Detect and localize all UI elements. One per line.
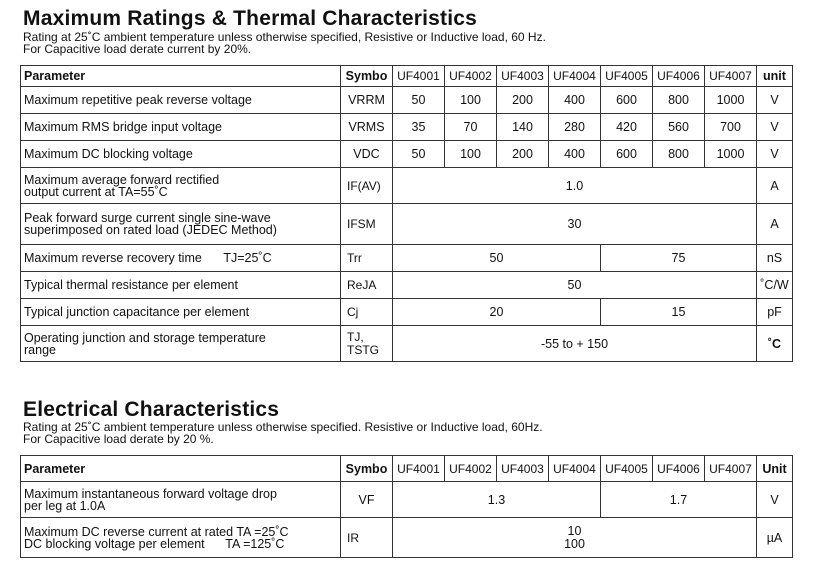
param-cell: Typical junction capacitance per element	[21, 299, 341, 326]
symbol-line-1: TJ,	[347, 329, 364, 344]
param-cell	[21, 518, 341, 558]
value-cell: 50	[393, 141, 445, 168]
header-uf4007: UF4007	[705, 66, 757, 87]
param-cell: Maximum RMS bridge input voltage	[21, 114, 341, 141]
table-row	[21, 272, 793, 299]
header-uf4003: UF4003	[497, 456, 549, 482]
symbol-cell: VF	[341, 482, 393, 518]
header-uf4005: UF4005	[601, 456, 653, 482]
value-cell: 140	[497, 114, 549, 141]
symbol-cell: VRMS	[341, 114, 393, 141]
value-cell: 1.0	[393, 168, 757, 204]
param-cell: Typical thermal resistance per element	[21, 272, 341, 299]
table-row	[21, 245, 793, 272]
value-cell: 50	[393, 245, 601, 272]
symbol-cell: VRRM	[341, 87, 393, 114]
header-symbol: Symbo	[341, 456, 393, 482]
value-cell: 20	[393, 299, 601, 326]
value-cell: 50	[393, 87, 445, 114]
value-cell: 100	[445, 87, 497, 114]
ratings-note-1: Rating at 25˚C ambient temperature unless otherwise specified, Resistive or Inductive load, 60 Hz.	[23, 30, 546, 44]
symbol-cell	[341, 326, 393, 362]
header-uf4004: UF4004	[549, 66, 601, 87]
value-cell: 420	[601, 114, 653, 141]
param-line-1: Maximum DC reverse current at rated TA =25˚C	[24, 524, 289, 539]
value-cell: 35	[393, 114, 445, 141]
electrical-table	[20, 455, 793, 558]
value-cell: 600	[601, 141, 653, 168]
param-line-1: Maximum instantaneous forward voltage drop	[24, 486, 277, 501]
value-line-1: 10	[567, 523, 582, 538]
value-cell: 100	[445, 141, 497, 168]
value-cell: 200	[497, 87, 549, 114]
value-cell	[393, 518, 757, 558]
param-cell	[21, 326, 341, 362]
table-row	[21, 141, 793, 168]
header-uf4001: UF4001	[393, 66, 445, 87]
value-cell: 30	[393, 204, 757, 245]
value-cell: 1.7	[601, 482, 757, 518]
header-uf4002: UF4002	[445, 66, 497, 87]
value-cell: 800	[653, 141, 705, 168]
value-cell: 200	[497, 141, 549, 168]
electrical-note-1: Rating at 25˚C ambient temperature unless otherwise specified. Resistive or Inductive load, 60Hz.	[23, 420, 543, 434]
param-condition: TJ=25˚C	[223, 251, 272, 265]
header-uf4007: UF4007	[705, 456, 757, 482]
table-row	[21, 482, 793, 518]
value-cell: 50	[393, 272, 757, 299]
value-cell: -55 to + 150	[393, 326, 757, 362]
symbol-line-2: TSTG	[347, 342, 379, 357]
param-cell	[21, 204, 341, 245]
unit-cell: ˚C/W	[757, 272, 793, 299]
unit-cell: µA	[757, 518, 793, 558]
header-parameter: Parameter	[21, 66, 341, 87]
param-cell	[21, 245, 341, 272]
table-row	[21, 87, 793, 114]
unit-cell: V	[757, 482, 793, 518]
param-line-1: Maximum average forward rectified	[24, 172, 220, 187]
param-cell	[21, 168, 341, 204]
param-line-2: DC blocking voltage per element TA =125˚C	[24, 536, 285, 551]
header-uf4006: UF4006	[653, 456, 705, 482]
symbol-cell: Cj	[341, 299, 393, 326]
symbol-cell: IR	[341, 518, 393, 558]
header-symbol: Symbo	[341, 66, 393, 87]
value-cell: 1000	[705, 87, 757, 114]
value-line-2: 100	[564, 536, 585, 551]
symbol-cell: Trr	[341, 245, 393, 272]
header-uf4004: UF4004	[549, 456, 601, 482]
value-cell: 75	[601, 245, 757, 272]
param-cell: Maximum DC blocking voltage	[21, 141, 341, 168]
value-cell: 15	[601, 299, 757, 326]
header-uf4005: UF4005	[601, 66, 653, 87]
value-cell: 1.3	[393, 482, 601, 518]
header-uf4001: UF4001	[393, 456, 445, 482]
header-unit: unit	[757, 66, 793, 87]
table-row	[21, 114, 793, 141]
symbol-cell: IF(AV)	[341, 168, 393, 204]
table-header-row	[21, 66, 793, 87]
value-cell: 600	[601, 87, 653, 114]
electrical-title: Electrical Characteristics	[23, 398, 280, 421]
value-cell: 400	[549, 87, 601, 114]
param-text: Maximum reverse recovery time	[24, 251, 202, 265]
value-cell: 1000	[705, 141, 757, 168]
electrical-note-2: For Capacitive load derate by 20 %.	[23, 432, 214, 446]
param-cell	[21, 482, 341, 518]
value-cell: 400	[549, 141, 601, 168]
table-row	[21, 168, 793, 204]
value-cell: 70	[445, 114, 497, 141]
header-parameter: Parameter	[21, 456, 341, 482]
param-line-2: superimposed on rated load (JEDEC Method)	[24, 223, 277, 237]
unit-cell: V	[757, 87, 793, 114]
param-line-2: output current at TA=55˚C	[24, 184, 168, 199]
param-line-1: Peak forward surge current single sine-wave	[24, 211, 271, 225]
param-line-1: Operating junction and storage temperature	[24, 330, 266, 345]
header-unit: Unit	[757, 456, 793, 482]
unit-cell: A	[757, 204, 793, 245]
header-uf4002: UF4002	[445, 456, 497, 482]
header-uf4003: UF4003	[497, 66, 549, 87]
value-cell: 700	[705, 114, 757, 141]
table-row	[21, 299, 793, 326]
symbol-cell: VDC	[341, 141, 393, 168]
header-uf4006: UF4006	[653, 66, 705, 87]
symbol-cell: IFSM	[341, 204, 393, 245]
symbol-cell: ReJA	[341, 272, 393, 299]
ratings-note-2: For Capacitive load derate current by 20%.	[23, 42, 252, 56]
unit-cell: pF	[757, 299, 793, 326]
unit-cell: ˚C	[757, 326, 793, 362]
unit-cell: nS	[757, 245, 793, 272]
unit-cell: V	[757, 114, 793, 141]
table-row	[21, 326, 793, 362]
unit-cell: A	[757, 168, 793, 204]
value-cell: 280	[549, 114, 601, 141]
unit-cell: V	[757, 141, 793, 168]
table-header-row	[21, 456, 793, 482]
param-line-2: range	[24, 342, 56, 357]
param-cell: Maximum repetitive peak reverse voltage	[21, 87, 341, 114]
table-row	[21, 518, 793, 558]
ratings-title: Maximum Ratings & Thermal Characteristics	[23, 7, 478, 30]
value-cell: 560	[653, 114, 705, 141]
ratings-table	[20, 65, 793, 362]
table-row	[21, 204, 793, 245]
value-cell: 800	[653, 87, 705, 114]
param-line-2: per leg at 1.0A	[24, 498, 106, 513]
